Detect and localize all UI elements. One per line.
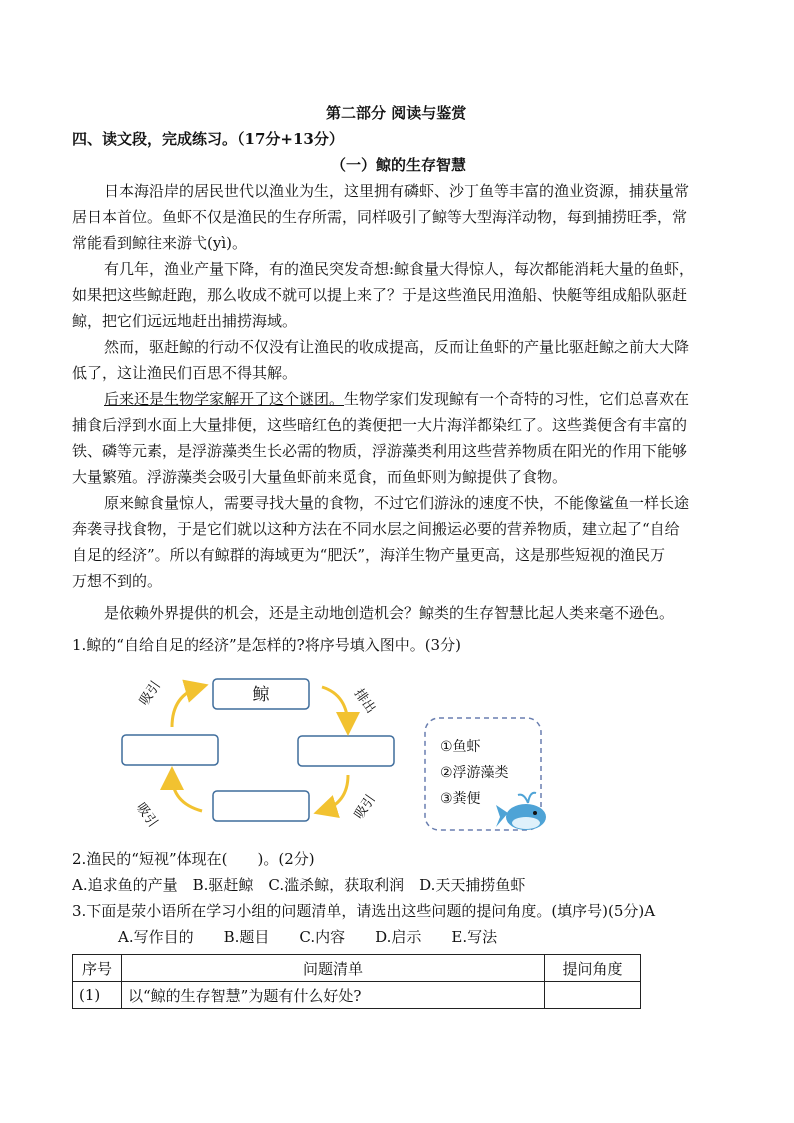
passage-line: 常能看到鲸往来游弋(yì)。	[72, 234, 247, 252]
passage-line: 原来鲸食量惊人，需要寻找大量的食物，不过它们游泳的速度不快，不能像鲨鱼一样长途	[104, 494, 690, 512]
blank-box-right[interactable]	[298, 736, 394, 766]
passage-line: 铁、磷等元素，是浮游藻类生长必需的物质，浮游藻类利用这些营养物质在阳光的作用下能够	[72, 442, 688, 460]
passage-line: 日本海沿岸的居民世代以渔业为生，这里拥有磷虾、沙丁鱼等丰富的渔业资源，捕获量常	[104, 182, 690, 200]
table-cell: (1)	[73, 982, 122, 1009]
table-cell: 以“鲸的生存智慧”为题有什么好处?	[122, 982, 545, 1009]
question-2-options: A.追求鱼的产量 B.驱赶鲸 C.滥杀鲸，获取利润 D.天天捕捞鱼虾	[72, 876, 526, 894]
blank-box-left[interactable]	[122, 735, 218, 765]
arrow-bottom-right	[322, 775, 348, 811]
option-1: ①鱼虾	[440, 739, 481, 755]
passage-line: 有几年，渔业产量下降，有的渔民突发奇想:鲸食量大得惊人，每次都能消耗大量的鱼虾，	[104, 260, 695, 278]
arrow-label-bottom-right: 吸引	[351, 792, 379, 823]
option-2: ②浮游藻类	[440, 765, 509, 781]
passage-line: 自足的经济”。所以有鲸群的海域更为“肥沃”，海洋生物产量更高，这是那些短视的渔民万	[72, 546, 666, 564]
passage-text: 生物学家们发现鲸有一个奇特的习性，它们总喜欢在	[344, 390, 690, 408]
passage-line: 然而，驱赶鲸的行动不仅没有让渔民的收成提高，反而让鱼虾的产量比驱赶鲸之前大大降	[104, 338, 690, 356]
passage-line-with-underline	[104, 386, 689, 412]
passage-line: 是依赖外界提供的机会，还是主动地创造机会？鲸类的生存智慧比起人类来毫不逊色。	[104, 604, 675, 622]
food-cycle-diagram	[110, 665, 550, 840]
question-3: 3.下面是荥小语所在学习小组的问题清单，请选出这些问题的提问角度。(填序号)(5分)A	[72, 902, 656, 920]
whale-icon	[496, 793, 546, 830]
answer-cell[interactable]	[545, 982, 641, 1009]
passage-title: （一）鲸的生存智慧	[331, 156, 467, 174]
section-title: 第二部分 阅读与鉴赏	[326, 104, 467, 122]
question-2: 2.渔民的“短视”体现在( )。(2分)	[72, 850, 315, 868]
passage-line: 如果把这些鲸赶跑，那么收成不就可以提上来了？于是这些渔民用渔船、快艇等组成船队驱赶	[72, 286, 688, 304]
question-1: 1.鲸的“自给自足的经济”是怎样的?将序号填入图中。(3分)	[72, 636, 461, 654]
option-3: ③粪便	[440, 791, 481, 807]
underlined-sentence: 后来还是生物学家解开了这个谜团。	[104, 390, 345, 408]
arrow-label-bottom-left: 吸引	[132, 800, 161, 831]
table-header-row	[73, 955, 641, 982]
table-header: 序号	[73, 955, 122, 982]
question-3-options: A.写作目的 B.题目 C.内容 D.启示 E.写法	[118, 928, 498, 946]
blank-box-bottom[interactable]	[213, 791, 309, 821]
question-four-heading: 四、读文段，完成练习。（17分+13分）	[72, 130, 344, 148]
arrow-label-top-left: 吸引	[136, 678, 165, 709]
passage-line: 奔袭寻找食物，于是它们就以这种方法在不同水层之间搬运必要的营养物质，建立起了“自给	[72, 520, 680, 538]
arrow-top-left	[172, 687, 200, 727]
passage-line: 捕食后浮到水面上大量排便，这些暗红色的粪便把一大片海洋都染红了。这些粪便含有丰富的	[72, 416, 688, 434]
table-header: 提问角度	[545, 955, 641, 982]
passage-line: 居日本首位。鱼虾不仅是渔民的生存所需，同样吸引了鲸等大型海洋动物，每到捕捞旺季，常	[72, 208, 688, 226]
whale-box-label: 鲸	[252, 685, 270, 705]
passage-line: 低了，这让渔民们百思不得其解。	[72, 364, 298, 382]
passage-line: 鲸，把它们远远地赶出捕捞海域。	[72, 312, 298, 330]
arrow-bottom-left	[172, 775, 202, 811]
arrow-label-top-right: 排出	[350, 686, 379, 717]
arrow-top-right	[322, 687, 348, 727]
passage-line: 万想不到的。	[72, 572, 163, 590]
table-row	[73, 982, 641, 1009]
table-header: 问题清单	[122, 955, 545, 982]
passage-line: 大量繁殖。浮游藻类会吸引大量鱼虾前来觅食，而鱼虾则为鲸提供了食物。	[72, 468, 568, 486]
question-table	[72, 954, 641, 1009]
